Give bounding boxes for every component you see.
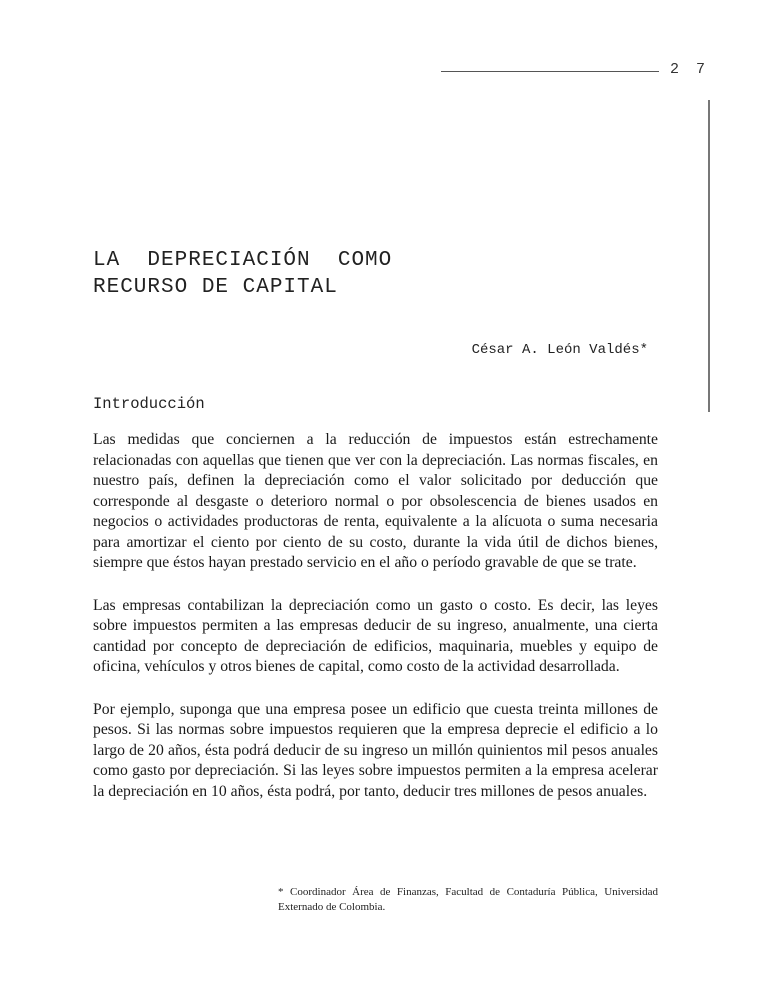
title-line-2: RECURSO DE CAPITAL: [93, 276, 338, 299]
side-rule: [708, 100, 710, 412]
author-name: César A. León Valdés*: [471, 342, 648, 358]
paragraph-3: Por ejemplo, suponga que una empresa posee un edificio que cuesta treinta millones de pesos. Si las normas sobre impuestos requieren que la empresa deprecie el edificio a lo largo de 20 años, ésta podrá deducir de su ingreso un millón quinientos mil pesos anuales como gasto por depreciación. Si las leyes sobre impuestos permiten a la empresa acelerar la depreciación en 10 años, ésta podrá, por tanto, deducir tres millones de pesos anuales.: [93, 700, 658, 800]
paragraph-1: Las medidas que conciernen a la reducción de impuestos están estrechamente relacionadas con aquellas que tienen que ver con la depreciación. Las normas fiscales, en nuestro país, definen la depreciación como el valor solicitado por deducción que corresponde al desgaste o deterioro normal o por obsolescencia de bienes usados en negocios o actividades productoras de renta, equivalente a la alícuota o suma necesaria para amortizar el ciento por ciento de su costo, durante la vida útil de dichos bienes, siempre que éstos hayan prestado servicio en el año o período gravable de que se trate.: [93, 431, 658, 571]
article-body: [93, 430, 658, 824]
page-number: 2 7: [670, 61, 710, 78]
footnote: * Coordinador Área de Finanzas, Facultad de Contaduría Pública, Universidad Externado de Colombia.: [278, 886, 658, 913]
article-title: [93, 247, 392, 301]
header-rule: [441, 71, 659, 72]
title-line-1: LA DEPRECIACIÓN COMO: [93, 249, 393, 272]
paragraph-2: Las empresas contabilizan la depreciación como un gasto o costo. Es decir, las leyes sobre impuestos permiten a las empresas deducir de su ingreso, anualmente, una cierta cantidad por concepto de depreciación de edificios, maquinaria, muebles y equipo de oficina, vehículos y otros bienes de capital, como costo de la actividad desarrollada.: [93, 596, 658, 675]
section-heading: Introducción: [93, 395, 205, 413]
